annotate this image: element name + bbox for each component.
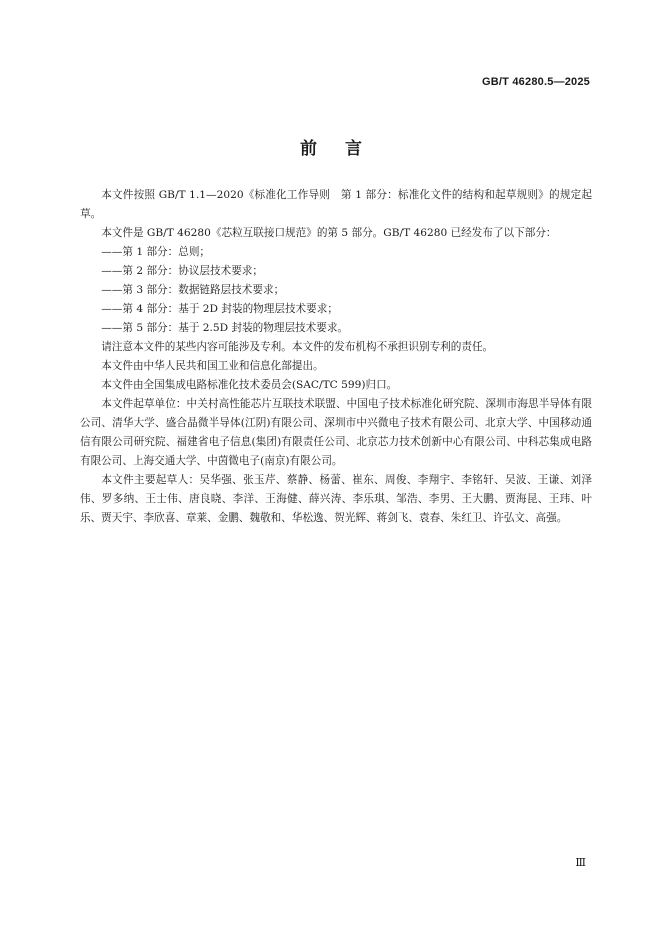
page-number: Ⅲ (575, 856, 586, 869)
parts-list (80, 243, 592, 338)
list-item: ——第 5 部分：基于 2.5D 封装的物理层技术要求。 (101, 322, 349, 334)
paragraph-series-intro: 本文件是 GB/T 46280《芯粒互联接口规范》的第 5 部分。GB/T 46280 已经发布了以下部分： (101, 227, 557, 239)
paragraph-drafting-units: 本文件起草单位：中关村高性能芯片互联技术联盟、中国电子技术标准化研究院、深圳市海思半导体有限公司、清华大学、盛合晶微半导体(江阴)有限公司、深圳市中兴微电子技术有限公司、北京大学、中国移动通信有限公司研究院、福建省电子信息(集团)有限责任公司、北京芯力技术创新中心有限公司、中科芯集成电路有限公司、上海交通大学、中茵微电子(南京)有限公司。 (80, 398, 592, 467)
page-title: 前言 (300, 139, 390, 159)
paragraph-drafters: 本文件主要起草人：吴华强、张玉芹、蔡静、杨蕾、崔东、周俊、李翔宇、李铭轩、吴波、王谦、刘泽伟、罗多纳、王士伟、唐良晓、李洋、王海健、薛兴涛、李乐琪、邹浩、李男、王大鹏、贾海昆、王玮、叶乐、贾天宇、李欣喜、章莱、金鹏、魏敬和、华松逸、贺光辉、蒋剑飞、袁春、朱红卫、许弘文、高强。 (80, 474, 592, 524)
list-item: ——第 2 部分：协议层技术要求； (101, 265, 263, 277)
foreword-body (80, 186, 592, 528)
paragraph-patent-notice: 请注意本文件的某些内容可能涉及专利。本文件的发布机构不承担识别专利的责任。 (101, 341, 494, 353)
standard-code: GB/T 46280.5—2025 (482, 76, 590, 88)
paragraph-proposer: 本文件由中华人民共和国工业和信息化部提出。 (101, 360, 324, 372)
paragraph-drafting-rules: 本文件按照 GB/T 1.1—2020《标准化工作导则 第 1 部分：标准化文件的结构和起草规则》的规定起草。 (80, 189, 592, 220)
list-item: ——第 3 部分：数据链路层技术要求； (101, 284, 285, 296)
list-item: ——第 1 部分：总则； (101, 246, 211, 258)
paragraph-committee: 本文件由全国集成电路标准化技术委员会(SAC/TC 599)归口。 (101, 379, 398, 391)
list-item: ——第 4 部分：基于 2D 封装的物理层技术要求； (101, 303, 338, 315)
